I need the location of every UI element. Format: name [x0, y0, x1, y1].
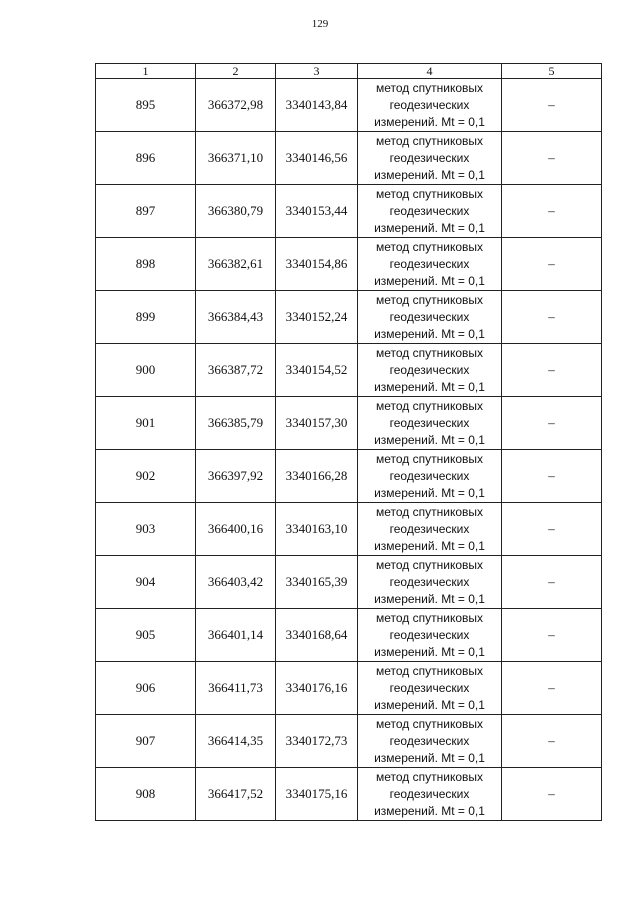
- method-cell: [358, 344, 502, 397]
- x-coordinate-cell: 366414,35: [196, 715, 276, 768]
- method-line: метод спутниковых: [375, 345, 483, 360]
- note-cell: –: [502, 768, 602, 821]
- method-cell: [358, 291, 502, 344]
- note-cell: –: [502, 715, 602, 768]
- method-line: геодезических: [389, 203, 470, 218]
- method-cell: [358, 768, 502, 821]
- method-line: измерений. Mt = 0,1: [374, 803, 485, 818]
- point-number-cell: 898: [96, 238, 196, 291]
- table-row: [96, 344, 602, 397]
- y-coordinate-cell: 3340172,73: [276, 715, 358, 768]
- method-cell: [358, 397, 502, 450]
- x-coordinate-cell: 366371,10: [196, 132, 276, 185]
- note-cell: –: [502, 132, 602, 185]
- method-line: измерений. Mt = 0,1: [374, 538, 485, 553]
- header-col-3: 3: [276, 64, 358, 79]
- method-line: метод спутниковых: [375, 663, 483, 678]
- point-number-cell: 897: [96, 185, 196, 238]
- page-number: 129: [311, 18, 329, 30]
- method-cell: [358, 79, 502, 132]
- table-row: [96, 238, 602, 291]
- method-line: измерений. Mt = 0,1: [374, 167, 485, 182]
- method-line: измерений. Mt = 0,1: [374, 220, 485, 235]
- table-row: [96, 132, 602, 185]
- header-col-2: 2: [196, 64, 276, 79]
- method-cell: [358, 185, 502, 238]
- method-cell: [358, 715, 502, 768]
- table-row: [96, 609, 602, 662]
- point-number-cell: 906: [96, 662, 196, 715]
- coordinates-table: [95, 63, 602, 821]
- note-cell: –: [502, 503, 602, 556]
- y-coordinate-cell: 3340146,56: [276, 132, 358, 185]
- x-coordinate-cell: 366384,43: [196, 291, 276, 344]
- method-line: метод спутниковых: [375, 133, 483, 148]
- method-line: геодезических: [389, 733, 470, 748]
- method-line: измерений. Mt = 0,1: [374, 644, 485, 659]
- method-line: метод спутниковых: [375, 292, 483, 307]
- method-cell: [358, 556, 502, 609]
- point-number-cell: 895: [96, 79, 196, 132]
- method-line: метод спутниковых: [375, 186, 483, 201]
- method-line: метод спутниковых: [375, 769, 483, 784]
- y-coordinate-cell: 3340168,64: [276, 609, 358, 662]
- method-line: измерений. Mt = 0,1: [374, 273, 485, 288]
- y-coordinate-cell: 3340176,16: [276, 662, 358, 715]
- method-line: измерений. Mt = 0,1: [374, 697, 485, 712]
- note-cell: –: [502, 397, 602, 450]
- x-coordinate-cell: 366411,73: [196, 662, 276, 715]
- method-line: измерений. Mt = 0,1: [374, 114, 485, 129]
- method-line: метод спутниковых: [375, 610, 483, 625]
- table-row: [96, 503, 602, 556]
- note-cell: –: [502, 79, 602, 132]
- x-coordinate-cell: 366385,79: [196, 397, 276, 450]
- point-number-cell: 900: [96, 344, 196, 397]
- y-coordinate-cell: 3340153,44: [276, 185, 358, 238]
- note-cell: –: [502, 291, 602, 344]
- y-coordinate-cell: 3340154,52: [276, 344, 358, 397]
- table-row: [96, 768, 602, 821]
- method-line: геодезических: [389, 309, 470, 324]
- x-coordinate-cell: 366372,98: [196, 79, 276, 132]
- y-coordinate-cell: 3340175,16: [276, 768, 358, 821]
- method-cell: [358, 238, 502, 291]
- method-line: метод спутниковых: [375, 557, 483, 572]
- note-cell: –: [502, 609, 602, 662]
- y-coordinate-cell: 3340154,86: [276, 238, 358, 291]
- x-coordinate-cell: 366403,42: [196, 556, 276, 609]
- method-line: геодезических: [389, 786, 470, 801]
- y-coordinate-cell: 3340152,24: [276, 291, 358, 344]
- y-coordinate-cell: 3340163,10: [276, 503, 358, 556]
- method-line: измерений. Mt = 0,1: [374, 750, 485, 765]
- point-number-cell: 901: [96, 397, 196, 450]
- method-line: геодезических: [389, 680, 470, 695]
- table-row: [96, 185, 602, 238]
- y-coordinate-cell: 3340143,84: [276, 79, 358, 132]
- method-line: измерений. Mt = 0,1: [374, 326, 485, 341]
- method-cell: [358, 609, 502, 662]
- note-cell: –: [502, 450, 602, 503]
- method-line: измерений. Mt = 0,1: [374, 485, 485, 500]
- table-header-row: [96, 64, 602, 79]
- x-coordinate-cell: 366380,79: [196, 185, 276, 238]
- table-row: [96, 397, 602, 450]
- method-line: измерений. Mt = 0,1: [374, 591, 485, 606]
- y-coordinate-cell: 3340166,28: [276, 450, 358, 503]
- x-coordinate-cell: 366387,72: [196, 344, 276, 397]
- table-row: [96, 715, 602, 768]
- method-line: измерений. Mt = 0,1: [374, 432, 485, 447]
- table-body: [96, 79, 602, 821]
- method-line: геодезических: [389, 415, 470, 430]
- method-cell: [358, 662, 502, 715]
- method-cell: [358, 503, 502, 556]
- method-line: геодезических: [389, 627, 470, 642]
- table-row: [96, 556, 602, 609]
- method-line: геодезических: [389, 521, 470, 536]
- point-number-cell: 902: [96, 450, 196, 503]
- header-col-4: 4: [358, 64, 502, 79]
- x-coordinate-cell: 366417,52: [196, 768, 276, 821]
- note-cell: –: [502, 185, 602, 238]
- method-line: геодезических: [389, 468, 470, 483]
- method-line: измерений. Mt = 0,1: [374, 379, 485, 394]
- method-cell: [358, 132, 502, 185]
- point-number-cell: 899: [96, 291, 196, 344]
- header-col-1: 1: [96, 64, 196, 79]
- x-coordinate-cell: 366382,61: [196, 238, 276, 291]
- method-line: геодезических: [389, 574, 470, 589]
- method-line: геодезических: [389, 362, 470, 377]
- method-line: метод спутниковых: [375, 716, 483, 731]
- note-cell: –: [502, 662, 602, 715]
- x-coordinate-cell: 366401,14: [196, 609, 276, 662]
- point-number-cell: 896: [96, 132, 196, 185]
- point-number-cell: 905: [96, 609, 196, 662]
- x-coordinate-cell: 366397,92: [196, 450, 276, 503]
- table-row: [96, 291, 602, 344]
- method-line: геодезических: [389, 150, 470, 165]
- point-number-cell: 903: [96, 503, 196, 556]
- method-line: метод спутниковых: [375, 451, 483, 466]
- method-cell: [358, 450, 502, 503]
- point-number-cell: 904: [96, 556, 196, 609]
- point-number-cell: 907: [96, 715, 196, 768]
- x-coordinate-cell: 366400,16: [196, 503, 276, 556]
- header-col-5: 5: [502, 64, 602, 79]
- method-line: метод спутниковых: [375, 398, 483, 413]
- table-row: [96, 79, 602, 132]
- method-line: метод спутниковых: [375, 80, 483, 95]
- method-line: метод спутниковых: [375, 504, 483, 519]
- note-cell: –: [502, 238, 602, 291]
- point-number-cell: 908: [96, 768, 196, 821]
- y-coordinate-cell: 3340165,39: [276, 556, 358, 609]
- table-row: [96, 450, 602, 503]
- y-coordinate-cell: 3340157,30: [276, 397, 358, 450]
- note-cell: –: [502, 344, 602, 397]
- method-line: метод спутниковых: [375, 239, 483, 254]
- note-cell: –: [502, 556, 602, 609]
- method-line: геодезических: [389, 97, 470, 112]
- table-row: [96, 662, 602, 715]
- method-line: геодезических: [389, 256, 470, 271]
